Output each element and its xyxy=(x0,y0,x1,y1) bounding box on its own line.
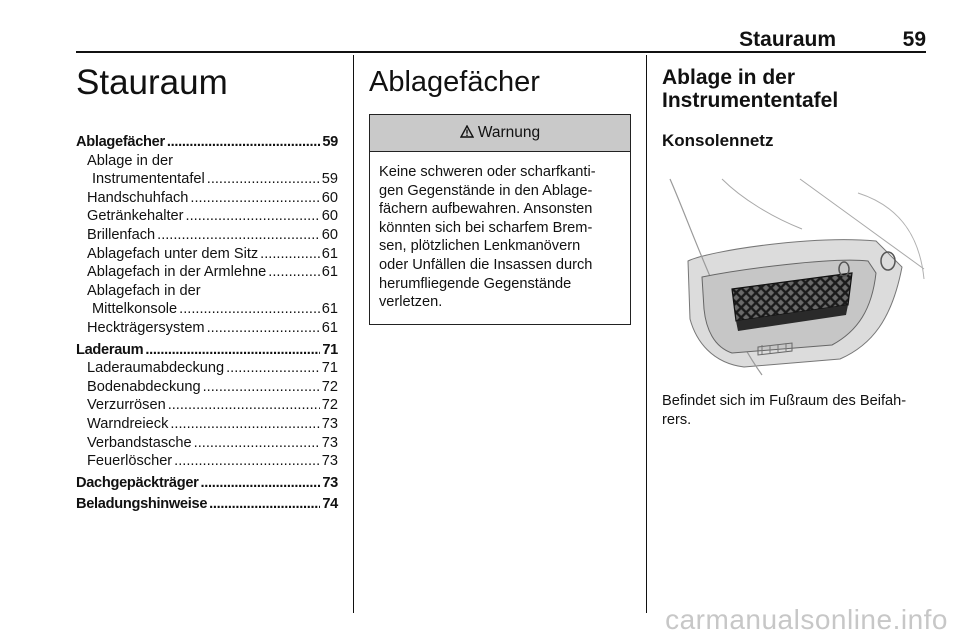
warning-header xyxy=(370,115,630,152)
toc-entry[interactable] xyxy=(76,133,338,152)
toc-leader-dots xyxy=(201,474,321,493)
toc-entry[interactable] xyxy=(76,434,338,453)
warning-text-line: Keine schweren oder scharfkanti- xyxy=(379,164,596,180)
toc-leader-dots xyxy=(145,341,320,360)
warning-text-line: oder Unfällen die Insassen durch xyxy=(379,256,593,273)
warning-heading: Warnung xyxy=(477,124,541,141)
toc-entry-row xyxy=(76,474,338,493)
toc-entry-row xyxy=(87,300,338,319)
toc-entry-row xyxy=(87,245,338,264)
toc-entry-label: Instrumententafel xyxy=(92,171,205,188)
toc-page-number: 60 xyxy=(321,226,338,243)
toc-entry[interactable] xyxy=(76,452,338,471)
toc-page-number: 73 xyxy=(322,474,338,491)
toc-entry-row xyxy=(76,341,338,360)
warning-text-line: verletzen. xyxy=(379,294,443,311)
toc-entry-row xyxy=(76,495,338,514)
toc-leader-dots xyxy=(168,396,320,415)
toc-entry-row xyxy=(87,415,338,434)
toc-entry-label: Dachgepäckträger xyxy=(76,474,199,491)
toc-leader-dots xyxy=(260,245,320,264)
toc-entry[interactable] xyxy=(76,396,338,415)
caption-line: Befindet sich im Fußraum des Beifah- xyxy=(662,393,907,409)
toc-entry-label: Ablagefach in der Armlehne xyxy=(87,264,267,281)
chapter-contents-column xyxy=(76,60,338,514)
toc-page-number: 71 xyxy=(322,341,338,358)
warning-text-line: gen Gegenstände in den Ablage- xyxy=(379,182,593,199)
toc-page-number: 72 xyxy=(321,378,338,395)
toc-leader-dots xyxy=(186,207,320,226)
toc-entry-label: Bodenabdeckung xyxy=(87,378,201,395)
toc-entry-row xyxy=(87,319,338,338)
dashboard-storage-column xyxy=(662,66,928,429)
warning-text-line: fächern aufbewahren. Ansonsten xyxy=(379,201,593,218)
toc-entry-label: Ablagefach unter dem Sitz xyxy=(87,245,259,262)
toc-leader-dots xyxy=(226,359,320,378)
toc-page-number: 72 xyxy=(321,397,338,414)
toc-entry-row xyxy=(87,263,338,282)
toc-leader-dots xyxy=(167,133,321,152)
toc-entry-row xyxy=(87,434,338,453)
toc-entry-row xyxy=(87,170,338,189)
warning-text xyxy=(370,152,630,324)
toc-entry[interactable] xyxy=(76,245,338,264)
toc-page-number: 60 xyxy=(321,208,338,225)
warning-box xyxy=(369,114,631,325)
warning-text-line: könnten sich bei scharfem Brem- xyxy=(379,219,593,236)
toc-entry-label: Getränkehalter xyxy=(87,208,184,225)
column-divider-2 xyxy=(646,55,647,613)
toc-entry-label: Handschuhfach xyxy=(87,189,189,206)
toc-page-number: 59 xyxy=(322,134,338,150)
toc-entry-label: Mittelkonsole xyxy=(92,301,178,318)
toc-entry-label: Ablagefach in der xyxy=(87,282,201,299)
toc-entry[interactable] xyxy=(76,474,338,493)
toc-entry-label: Verbandstasche xyxy=(87,434,192,451)
toc-page-number: 73 xyxy=(321,453,338,470)
toc-entry-label: Verzurrösen xyxy=(87,397,166,414)
toc-entry[interactable] xyxy=(76,378,338,397)
toc-leader-dots xyxy=(203,378,320,397)
console-net-heading: Konsolennetz xyxy=(662,131,774,150)
header-rule xyxy=(76,51,926,53)
toc-entry-row xyxy=(87,452,338,471)
column-divider-1 xyxy=(353,55,354,613)
toc-entry-row xyxy=(87,359,338,378)
toc-page-number: 61 xyxy=(321,245,338,262)
warning-text-line: herumfliegende Gegenstände xyxy=(379,275,572,292)
toc-entry[interactable] xyxy=(76,189,338,208)
toc-entry-label: Beladungshinweise xyxy=(76,496,208,513)
toc-entry-row xyxy=(87,226,338,245)
console-net-illustration xyxy=(662,169,926,376)
toc-entry-row xyxy=(87,378,338,397)
toc-entry[interactable] xyxy=(76,341,338,360)
toc-entry-row xyxy=(76,133,338,152)
toc-leader-dots xyxy=(194,434,320,453)
toc-leader-dots xyxy=(157,226,320,245)
storage-section-column xyxy=(369,60,631,325)
subsection-title-line-1: Ablage in der xyxy=(662,66,796,89)
toc-entry-label: Brillenfach xyxy=(87,226,156,243)
table-of-contents xyxy=(76,133,338,514)
toc-entry-label: Ablage in der xyxy=(87,152,174,169)
running-section-title: Stauraum xyxy=(739,28,836,51)
toc-entry[interactable] xyxy=(76,282,338,319)
caption-line: rers. xyxy=(662,411,692,428)
toc-entry[interactable] xyxy=(76,263,338,282)
toc-entry-label: Laderaumabdeckung xyxy=(87,360,225,377)
toc-leader-dots xyxy=(174,452,320,471)
toc-entry-label: Ablagefächer xyxy=(76,134,165,150)
toc-leader-dots xyxy=(207,319,320,338)
toc-leader-dots xyxy=(207,170,320,189)
toc-leader-dots xyxy=(209,495,320,514)
warning-triangle-icon xyxy=(460,123,474,143)
toc-entry-row xyxy=(87,189,338,208)
toc-entry[interactable] xyxy=(76,415,338,434)
toc-entry-label: Laderaum xyxy=(76,341,144,358)
toc-page-number: 61 xyxy=(321,319,338,336)
toc-leader-dots xyxy=(170,415,319,434)
toc-entry-label: Feuerlöscher xyxy=(87,453,173,470)
toc-page-number: 71 xyxy=(321,360,338,377)
toc-entry[interactable] xyxy=(76,207,338,226)
toc-page-number: 61 xyxy=(321,301,338,318)
watermark-text: carmanualsonline.info xyxy=(665,604,948,635)
toc-leader-dots xyxy=(190,189,319,208)
toc-entry[interactable] xyxy=(76,319,338,338)
toc-page-number: 59 xyxy=(321,171,338,188)
warning-text-line: sen, plötzlichen Lenkmanövern xyxy=(379,238,581,255)
toc-page-number: 61 xyxy=(321,264,338,281)
toc-leader-dots xyxy=(268,263,319,282)
toc-entry[interactable] xyxy=(76,152,338,189)
toc-page-number: 60 xyxy=(321,189,338,206)
toc-entry-row xyxy=(87,207,338,226)
toc-leader-dots xyxy=(179,300,320,319)
toc-entry-label: Warndreieck xyxy=(87,415,169,432)
toc-page-number: 73 xyxy=(321,434,338,451)
page-number: 59 xyxy=(902,28,926,51)
subsection-title xyxy=(662,66,928,112)
subsection-title-line-2: Instrumententafel xyxy=(662,89,839,112)
toc-page-number: 74 xyxy=(322,496,338,513)
toc-entry[interactable] xyxy=(76,226,338,245)
toc-entry-label: Heckträgersystem xyxy=(87,319,205,336)
toc-entry-row xyxy=(87,396,338,415)
toc-page-number: 73 xyxy=(321,415,338,432)
toc-entry[interactable] xyxy=(76,359,338,378)
chapter-title: Stauraum xyxy=(76,63,228,102)
toc-entry[interactable] xyxy=(76,495,338,514)
section-title: Ablagefächer xyxy=(369,66,540,98)
console-net-caption xyxy=(662,392,928,429)
